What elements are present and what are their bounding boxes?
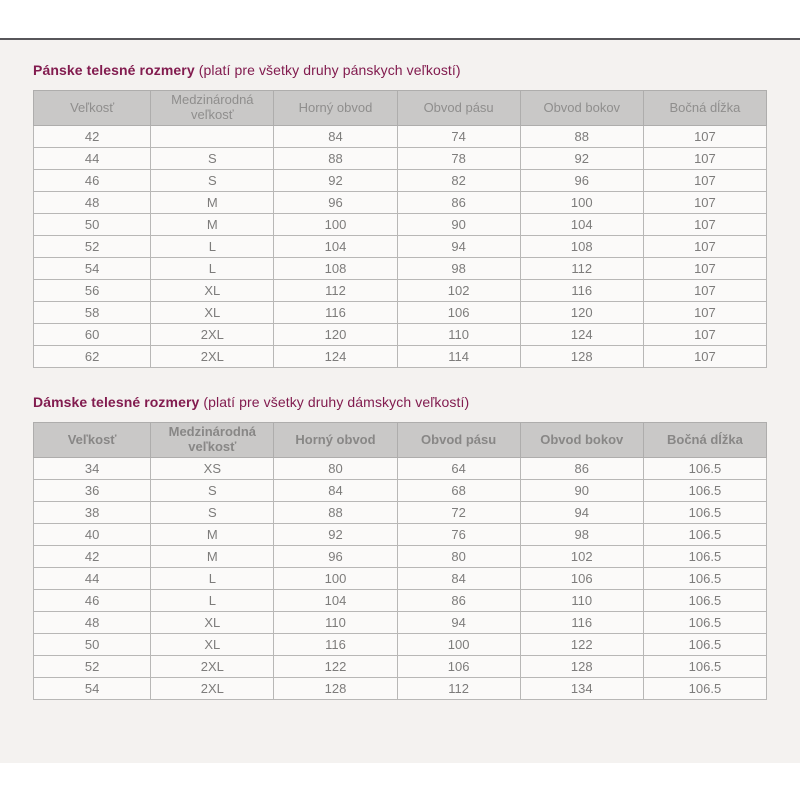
- table-cell: 96: [520, 170, 643, 192]
- table-cell: 106.5: [643, 502, 766, 524]
- mens-size-table: [33, 90, 767, 368]
- table-cell: 36: [34, 480, 151, 502]
- table-cell: XL: [151, 634, 274, 656]
- table-cell: 94: [397, 236, 520, 258]
- table-row: [34, 302, 767, 324]
- table-cell: S: [151, 502, 274, 524]
- table-cell: 107: [643, 302, 766, 324]
- column-header: Medzinárodná veľkosť: [151, 423, 274, 458]
- table-cell: 107: [643, 280, 766, 302]
- table-cell: 2XL: [151, 656, 274, 678]
- size-charts-content: [0, 40, 800, 763]
- table-cell: 98: [397, 258, 520, 280]
- table-cell: 107: [643, 324, 766, 346]
- table-cell: 92: [520, 148, 643, 170]
- table-cell: 50: [34, 214, 151, 236]
- table-cell: 104: [274, 590, 397, 612]
- table-cell: 52: [34, 236, 151, 258]
- table-cell: 58: [34, 302, 151, 324]
- table-row: [34, 590, 767, 612]
- table-cell: 106: [397, 302, 520, 324]
- table-cell: 106.5: [643, 634, 766, 656]
- table-row: [34, 502, 767, 524]
- table-row: [34, 678, 767, 700]
- table-row: [34, 524, 767, 546]
- column-header: Obvod bokov: [520, 91, 643, 126]
- table-cell: 124: [274, 346, 397, 368]
- table-cell: 46: [34, 170, 151, 192]
- table-cell: 48: [34, 612, 151, 634]
- table-cell: [151, 126, 274, 148]
- table-row: [34, 126, 767, 148]
- table-row: [34, 346, 767, 368]
- column-header: Bočná dĺžka: [643, 91, 766, 126]
- table-cell: M: [151, 214, 274, 236]
- column-header: Obvod pásu: [397, 91, 520, 126]
- womens-title-note: (platí pre všetky druhy dámskych veľkostí): [199, 394, 470, 410]
- table-cell: 2XL: [151, 346, 274, 368]
- table-cell: 60: [34, 324, 151, 346]
- table-cell: 80: [274, 458, 397, 480]
- table-row: [34, 568, 767, 590]
- table-cell: 102: [397, 280, 520, 302]
- table-cell: 42: [34, 546, 151, 568]
- table-cell: 82: [397, 170, 520, 192]
- table-cell: 106.5: [643, 568, 766, 590]
- table-cell: 56: [34, 280, 151, 302]
- table-cell: 110: [520, 590, 643, 612]
- table-cell: L: [151, 590, 274, 612]
- table-cell: 106.5: [643, 656, 766, 678]
- column-header: Medzinárodná veľkosť: [151, 91, 274, 126]
- table-cell: M: [151, 524, 274, 546]
- table-cell: 112: [520, 258, 643, 280]
- table-cell: 128: [274, 678, 397, 700]
- table-cell: 88: [274, 502, 397, 524]
- table-cell: 96: [274, 192, 397, 214]
- table-cell: 100: [274, 214, 397, 236]
- table-row: [34, 192, 767, 214]
- table-cell: 106.5: [643, 480, 766, 502]
- table-cell: 100: [397, 634, 520, 656]
- table-cell: 107: [643, 258, 766, 280]
- table-cell: 116: [274, 302, 397, 324]
- table-row: [34, 546, 767, 568]
- table-cell: 54: [34, 258, 151, 280]
- column-header: Veľkosť: [34, 423, 151, 458]
- table-cell: 40: [34, 524, 151, 546]
- table-cell: 98: [520, 524, 643, 546]
- table-cell: S: [151, 170, 274, 192]
- table-cell: 106.5: [643, 612, 766, 634]
- table-cell: 112: [274, 280, 397, 302]
- mens-section-title: [33, 40, 767, 90]
- table-cell: 106.5: [643, 590, 766, 612]
- table-cell: L: [151, 236, 274, 258]
- table-cell: 38: [34, 502, 151, 524]
- table-cell: 44: [34, 568, 151, 590]
- womens-title-text: Dámske telesné rozmery: [33, 394, 200, 410]
- table-cell: 104: [520, 214, 643, 236]
- table-cell: 88: [274, 148, 397, 170]
- table-cell: 94: [520, 502, 643, 524]
- table-cell: 62: [34, 346, 151, 368]
- header-row: [34, 423, 767, 458]
- table-cell: 86: [520, 458, 643, 480]
- table-row: [34, 480, 767, 502]
- table-cell: 107: [643, 236, 766, 258]
- table-cell: 124: [520, 324, 643, 346]
- table-cell: 107: [643, 214, 766, 236]
- table-cell: 128: [520, 346, 643, 368]
- column-header: Obvod pásu: [397, 423, 520, 458]
- table-cell: 104: [274, 236, 397, 258]
- table-cell: L: [151, 258, 274, 280]
- table-cell: 102: [520, 546, 643, 568]
- table-row: [34, 656, 767, 678]
- table-cell: 44: [34, 148, 151, 170]
- mens-sizes-section: [33, 40, 767, 368]
- table-cell: 106.5: [643, 524, 766, 546]
- womens-size-table: [33, 422, 767, 700]
- table-cell: 120: [520, 302, 643, 324]
- table-cell: 50: [34, 634, 151, 656]
- table-cell: XL: [151, 612, 274, 634]
- column-header: Obvod bokov: [520, 423, 643, 458]
- top-whitespace: [0, 0, 800, 38]
- table-cell: 96: [274, 546, 397, 568]
- table-row: [34, 214, 767, 236]
- table-row: [34, 258, 767, 280]
- table-row: [34, 612, 767, 634]
- table-cell: 72: [397, 502, 520, 524]
- table-cell: 2XL: [151, 678, 274, 700]
- table-cell: 114: [397, 346, 520, 368]
- table-cell: XL: [151, 302, 274, 324]
- table-cell: 108: [274, 258, 397, 280]
- table-cell: M: [151, 192, 274, 214]
- column-header: Horný obvod: [274, 423, 397, 458]
- table-row: [34, 236, 767, 258]
- table-cell: XS: [151, 458, 274, 480]
- table-cell: 100: [274, 568, 397, 590]
- table-cell: 107: [643, 148, 766, 170]
- table-cell: 128: [520, 656, 643, 678]
- table-cell: 52: [34, 656, 151, 678]
- table-cell: 122: [274, 656, 397, 678]
- womens-section-title: [33, 368, 767, 422]
- bottom-whitespace: [0, 763, 800, 800]
- table-row: [34, 148, 767, 170]
- table-cell: 122: [520, 634, 643, 656]
- table-cell: 84: [274, 126, 397, 148]
- table-cell: 134: [520, 678, 643, 700]
- table-cell: 84: [397, 568, 520, 590]
- table-cell: 106.5: [643, 546, 766, 568]
- table-cell: 2XL: [151, 324, 274, 346]
- table-cell: XL: [151, 280, 274, 302]
- table-cell: 68: [397, 480, 520, 502]
- table-cell: 106: [397, 656, 520, 678]
- table-cell: 74: [397, 126, 520, 148]
- header-row: [34, 91, 767, 126]
- table-cell: 112: [397, 678, 520, 700]
- table-cell: 64: [397, 458, 520, 480]
- table-cell: 76: [397, 524, 520, 546]
- table-cell: 116: [274, 634, 397, 656]
- table-row: [34, 634, 767, 656]
- table-row: [34, 170, 767, 192]
- table-cell: S: [151, 480, 274, 502]
- table-cell: 106.5: [643, 678, 766, 700]
- table-cell: 34: [34, 458, 151, 480]
- table-cell: 78: [397, 148, 520, 170]
- table-cell: 46: [34, 590, 151, 612]
- table-cell: 107: [643, 126, 766, 148]
- table-cell: 108: [520, 236, 643, 258]
- table-cell: 42: [34, 126, 151, 148]
- table-cell: 107: [643, 170, 766, 192]
- table-cell: 86: [397, 590, 520, 612]
- table-cell: 107: [643, 346, 766, 368]
- womens-sizes-section: [33, 368, 767, 700]
- table-cell: 84: [274, 480, 397, 502]
- mens-title-note: (platí pre všetky druhy pánskych veľkostí): [194, 62, 461, 78]
- table-row: [34, 458, 767, 480]
- table-cell: 48: [34, 192, 151, 214]
- table-cell: 110: [397, 324, 520, 346]
- table-cell: 90: [520, 480, 643, 502]
- table-row: [34, 324, 767, 346]
- table-cell: 88: [520, 126, 643, 148]
- table-cell: 92: [274, 170, 397, 192]
- table-cell: 100: [520, 192, 643, 214]
- column-header: Horný obvod: [274, 91, 397, 126]
- table-cell: 94: [397, 612, 520, 634]
- table-cell: 107: [643, 192, 766, 214]
- table-row: [34, 280, 767, 302]
- table-cell: S: [151, 148, 274, 170]
- table-cell: L: [151, 568, 274, 590]
- table-cell: M: [151, 546, 274, 568]
- table-cell: 92: [274, 524, 397, 546]
- table-cell: 80: [397, 546, 520, 568]
- column-header: Veľkosť: [34, 91, 151, 126]
- table-cell: 90: [397, 214, 520, 236]
- mens-title-text: Pánske telesné rozmery: [33, 62, 195, 78]
- table-cell: 110: [274, 612, 397, 634]
- table-cell: 116: [520, 612, 643, 634]
- column-header: Bočná dĺžka: [643, 423, 766, 458]
- table-cell: 86: [397, 192, 520, 214]
- table-cell: 106.5: [643, 458, 766, 480]
- table-cell: 54: [34, 678, 151, 700]
- table-cell: 106: [520, 568, 643, 590]
- table-cell: 116: [520, 280, 643, 302]
- table-cell: 120: [274, 324, 397, 346]
